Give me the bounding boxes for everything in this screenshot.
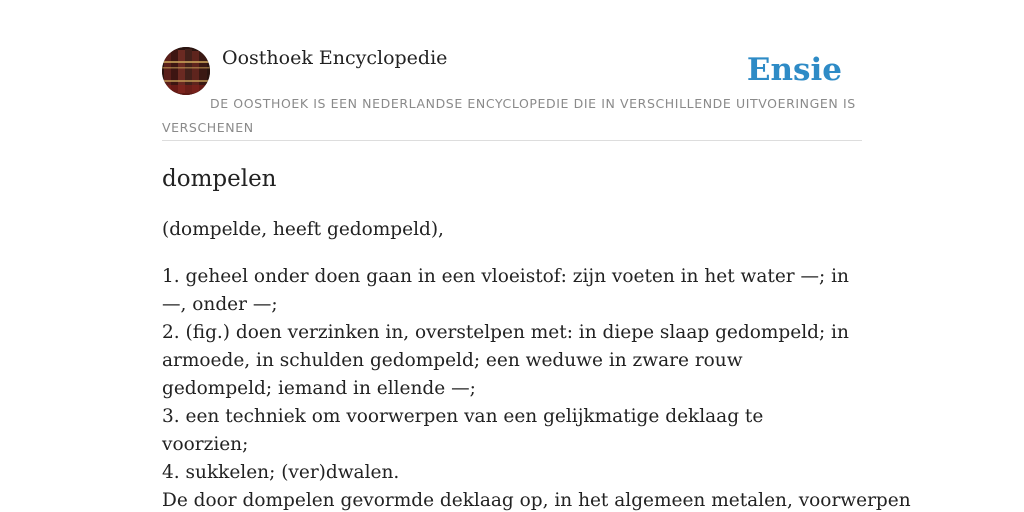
entry-extra-paragraph: De door dompelen gevormde deklaag op, in het algemeen metalen, voorwerpen [162, 490, 911, 511]
site-title[interactable]: Oosthoek Encyclopedie [222, 47, 448, 69]
entry-senses [162, 263, 852, 487]
site-tagline: DE OOSTHOEK IS EEN NEDERLANDSE ENCYCLOPEDIE DIE IN VERSCHILLENDE UITVOERINGEN IS VERSCHENEN [162, 96, 856, 135]
sense-item: 3. een techniek om voorwerpen van een gelijkmatige deklaag te voorzien; [162, 406, 764, 455]
site-header [162, 46, 862, 141]
entry-headword: dompelen [162, 166, 277, 192]
sense-item: 2. (fig.) doen verzinken in, overstelpen met: in diepe slaap gedompeld; in armoede, in schulden gedompeld; een weduwe in zware rouw gedompeld; iemand in ellende —; [162, 322, 849, 399]
brand-logo[interactable]: Ensie [746, 52, 842, 88]
entry-content [162, 160, 911, 511]
avatar[interactable] [162, 47, 210, 95]
sense-item: 4. sukkelen; (ver)dwalen. [162, 462, 400, 483]
encyclopedia-books-icon [162, 47, 210, 95]
sense-item: 1. geheel onder doen gaan in een vloeistof: zijn voeten in het water —; in —, onder —; [162, 266, 849, 315]
entry-inflections: (dompelde, heeft gedompeld), [162, 219, 444, 240]
